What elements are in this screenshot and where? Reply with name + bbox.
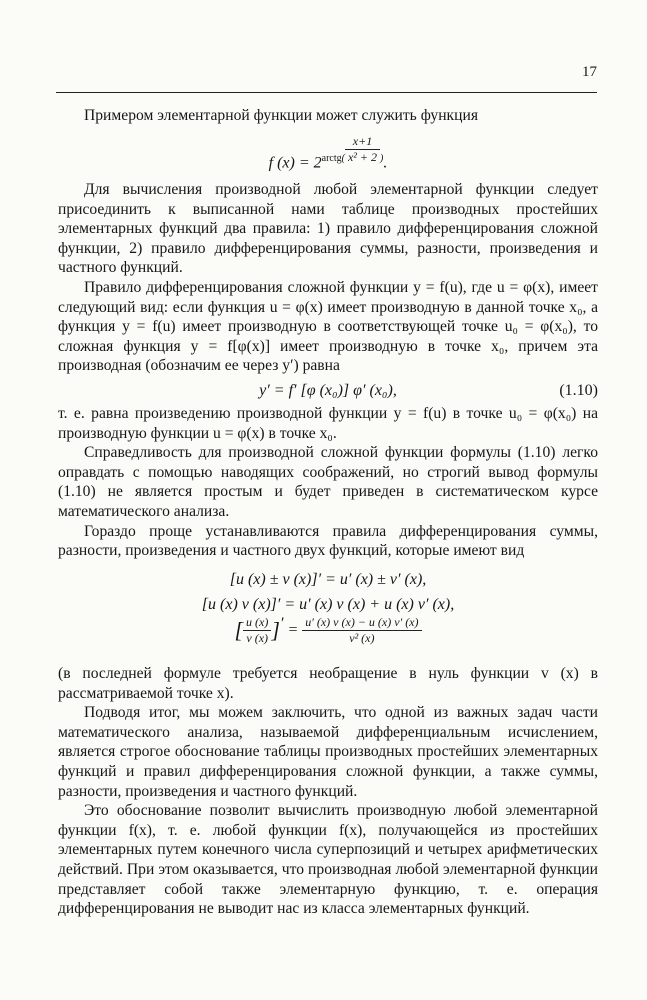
formula-arctg-prefix: arctg [321,153,342,164]
paragraph-intro [58,106,598,126]
formula-arctg-num: x+1 [345,134,380,150]
para-3: Правило дифференцирования сложной функции y = f(u), где u = φ(x), имеет следующий вид: если функция u = φ(x) имеет производную в данной точке x₀, а функция y = f(u) имеет производную в соответствующей точке u₀ = φ(x₀), то сложная функция y = f[φ(x)] имеет производную в точке x₀, причем эта производная (обозначим ее через y′) равна [58,278,598,375]
para-4: т. е. равна произведению производной функции y = f(u) в точке u₀ = φ(x₀) на производную функции u = φ(x) в точке x₀. [58,405,598,442]
para-7: (в последней формуле требуется необращение в нуль функции v (x) в рассматриваемой точке x). [58,665,598,702]
formula-chain-rule-text: y′ = f′ [φ (x₀)] φ′ (x₀), [259,382,397,399]
formula-sum-rule: [u (x) ± v (x)]′ = u′ (x) ± v′ (x), [229,571,427,588]
equation-number: (1.10) [559,382,598,399]
paragraph-block-2 [58,180,598,376]
header-rule [56,92,597,93]
page-number: 17 [582,64,597,80]
formula-chain-rule [58,382,598,400]
formula-arctg: f $(x) = 2^{arctg(}$ $\frac{x+1}{\text{x² + 2}}$ ). [268,134,388,172]
para-5: Справедливость для производной сложной функции формулы (1.10) легко оправдать с помощью наводящих соображений, но строгий вывод формулы (1.10) не является простым и будет приведен в систематическом курсе математического анализа. [58,444,598,520]
formula-quotient-rule: [ $\frac{u (x)}{v (x)}$ ]′ = $\frac{u' (x) v (x) - u (x) v' (x)}{\text{v² (x)}}$ [58,615,598,646]
paragraph-block-3 [58,404,598,561]
para-9: Это обоснование позволит вычислить производную любой элементарной функции f(x), т. е. любой функции f(x), получающейся из простейших элементарных путем конечного числа суперпозиций и четырех арифметических действий. При этом оказывается, что производная любой элементарной функции представляет собой также элементарную функцию, т. е. операция дифференцирования не выводит нас из класса элементарных функций. [58,802,598,918]
para-6: Гораздо проще устанавливаются правила дифференцирования суммы, разности, произведения и частного двух функций, которые имеют вид [58,522,598,560]
quotient-rhs-num: u′ (x) v (x) − u (x) v′ (x) [302,615,421,631]
paragraph-block-4 [58,664,598,919]
quotient-lhs-fraction [243,615,271,646]
formula-product-rule: [u (x) v (x)]′ = u′ (x) v (x) + u (x) v′ (x), [201,596,455,613]
formula-arctg-base: f (x) = 2 [268,154,322,172]
para-8: Подводя итог, мы можем заключить, что одной из важных задач части математического анализа, называемой дифференциальным исчислением, является строгое обоснование таблицы производных простейших элементарных функций и правил дифференцирования сложной функции, а также суммы, разности, произведения и частного функций. [58,704,598,800]
quotient-rhs-den: v² (x) [349,631,375,646]
quotient-rhs-fraction [302,615,421,646]
para-1: Примером элементарной функции может служить функция [84,107,478,124]
quotient-lhs-den: v (x) [246,631,269,646]
para-2: Для вычисления производной любой элементарной функции следует присоединить к выписанной нами таблице производных простейших элементарных функций два правила: 1) правило дифференцирования сложной функции, 2) правило дифференцирования суммы, разности, произведения и частного функций. [58,181,598,277]
quotient-lhs-num: u (x) [243,615,271,631]
formula-arctg-fraction [345,134,380,165]
formula-arctg-tail: . [383,154,388,172]
formula-arctg-den: x² + 2 [347,150,378,164]
